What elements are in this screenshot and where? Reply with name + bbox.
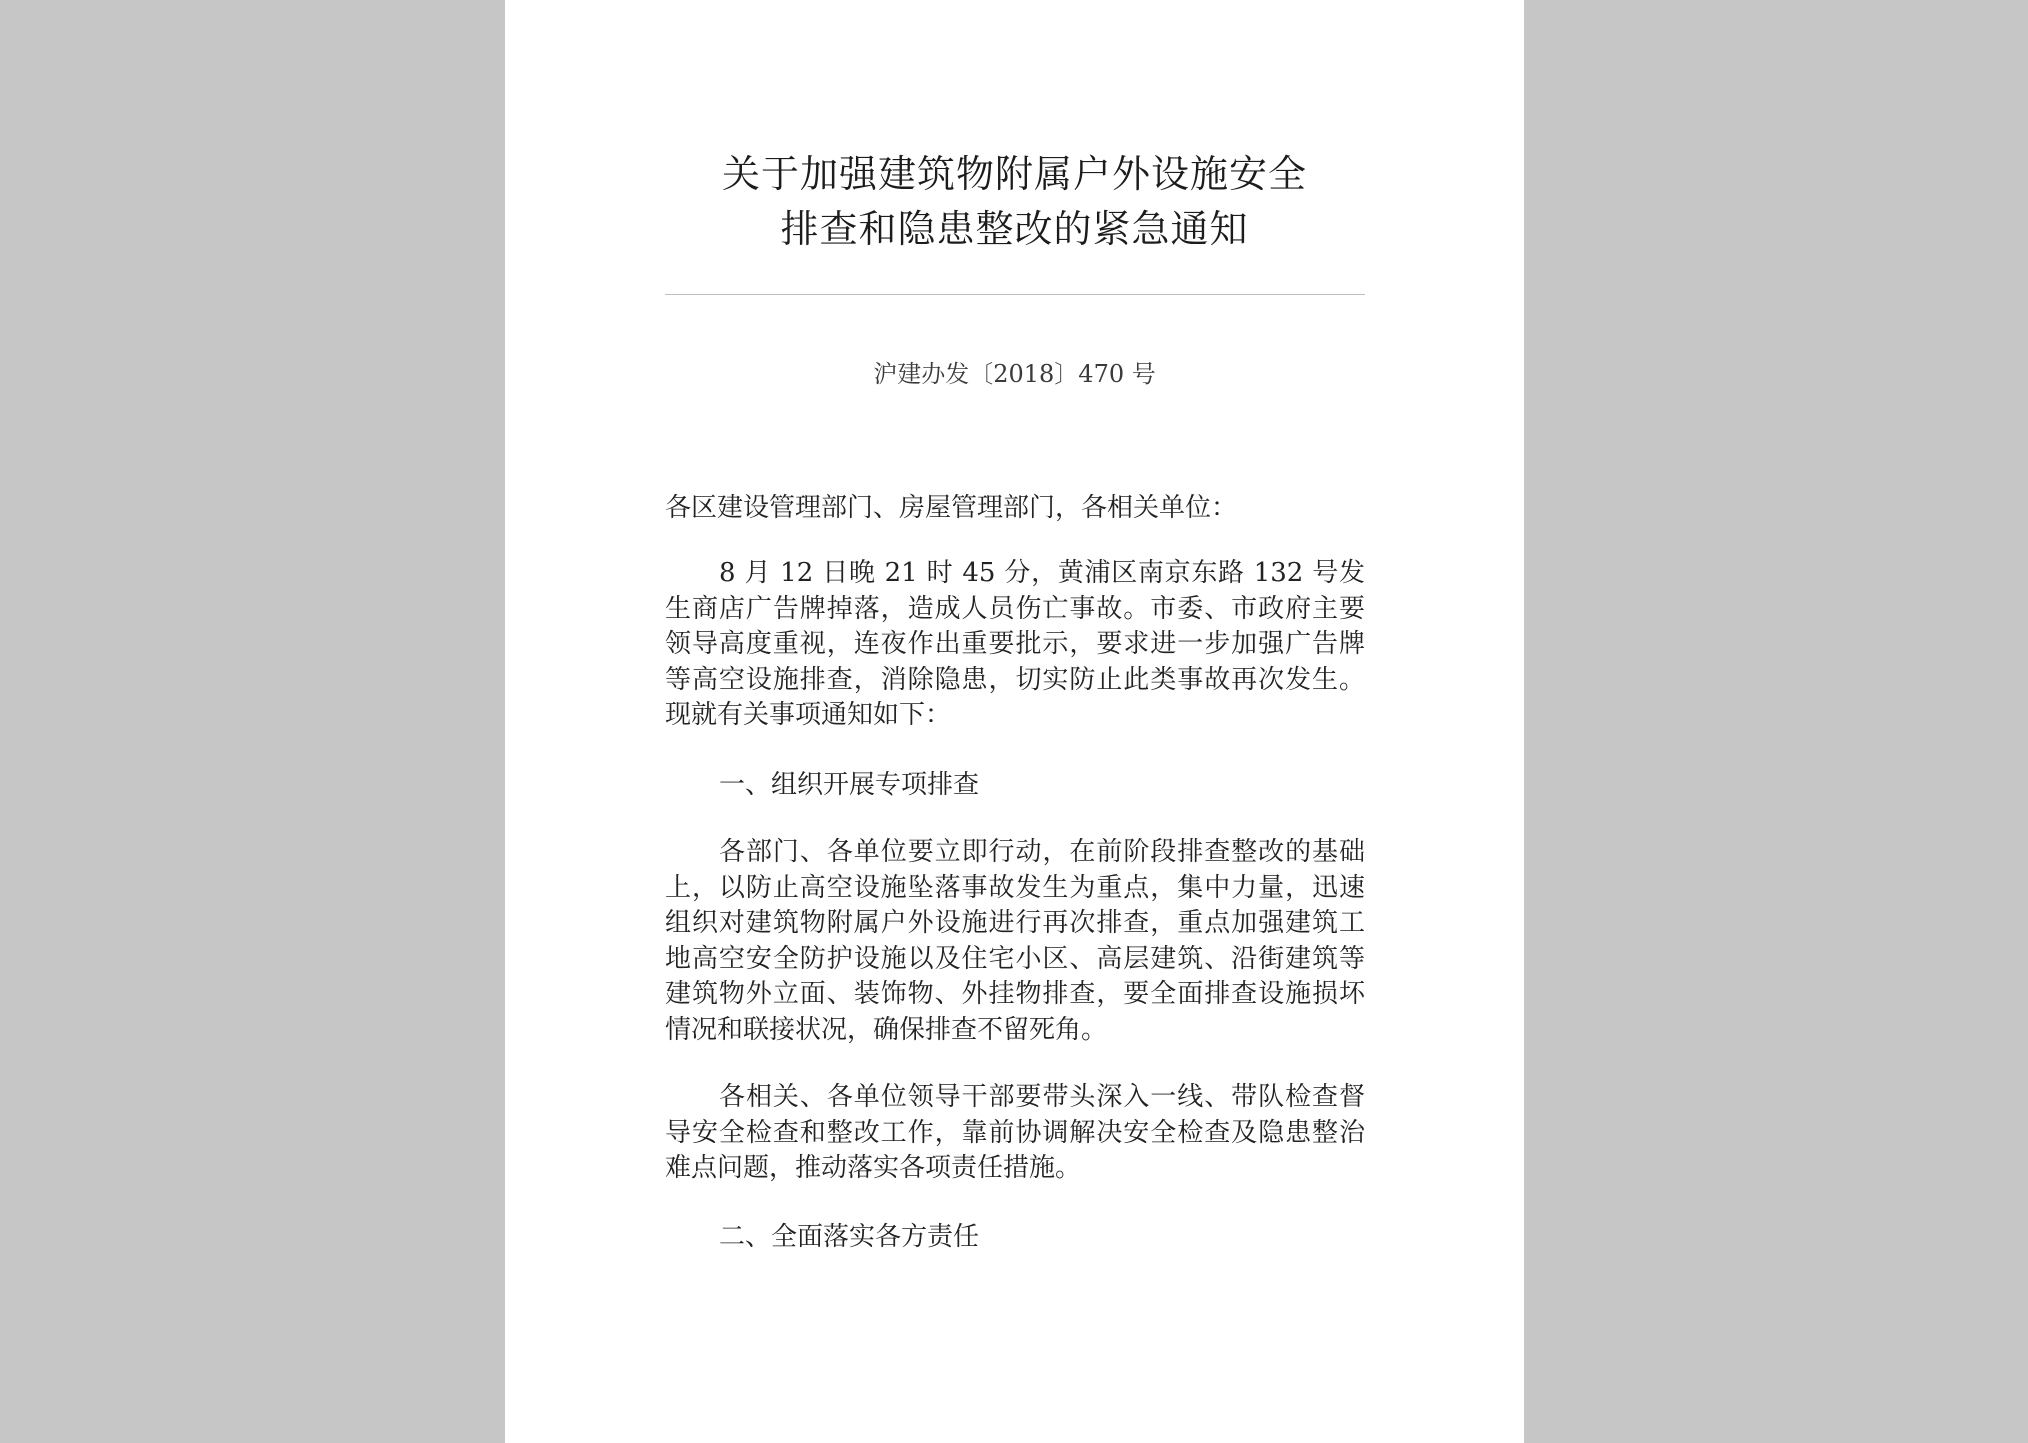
section-heading-1: 一、组织开展专项排查 bbox=[719, 770, 980, 800]
title-divider bbox=[665, 294, 1365, 295]
salutation: 各区建设管理部门、房屋管理部门，各相关单位： bbox=[665, 493, 1238, 523]
section-heading-2: 二、全面落实各方责任 bbox=[719, 1222, 980, 1252]
document-page bbox=[505, 0, 1524, 1443]
paragraph-intro: 8 月 12 日晚 21 时 45 分，黄浦区南京东路 132 号发生商店广告牌掉落，造成人员伤亡事故。市委、市政府主要领导高度重视，连夜作出重要批示，要求进一步加强广告牌等高空设施排查，消除隐患，切实防止此类事故再次发生。现就有关事项通知如下： bbox=[665, 558, 1365, 730]
document-title-line-1: 关于加强建筑物附属户外设施安全 bbox=[721, 152, 1307, 196]
document-title-line-2: 排查和隐患整改的紧急通知 bbox=[780, 207, 1249, 251]
paragraph-section-1: 各部门、各单位要立即行动，在前阶段排查整改的基础上，以防止高空设施坠落事故发生为重点，集中力量，迅速组织对建筑物附属户外设施进行再次排查，重点加强建筑工地高空安全防护设施以及住宅小区、高层建筑、沿街建筑等建筑物外立面、装饰物、外挂物排查，要全面排查设施损坏情况和联接状况，确保排查不留死角。 bbox=[665, 837, 1365, 1045]
document-number: 沪建办发〔2018〕470 号 bbox=[873, 360, 1156, 388]
paragraph-section-1-b: 各相关、各单位领导干部要带头深入一线、带队检查督导安全检查和整改工作，靠前协调解决安全检查及隐患整治难点问题，推动落实各项责任措施。 bbox=[665, 1082, 1365, 1183]
